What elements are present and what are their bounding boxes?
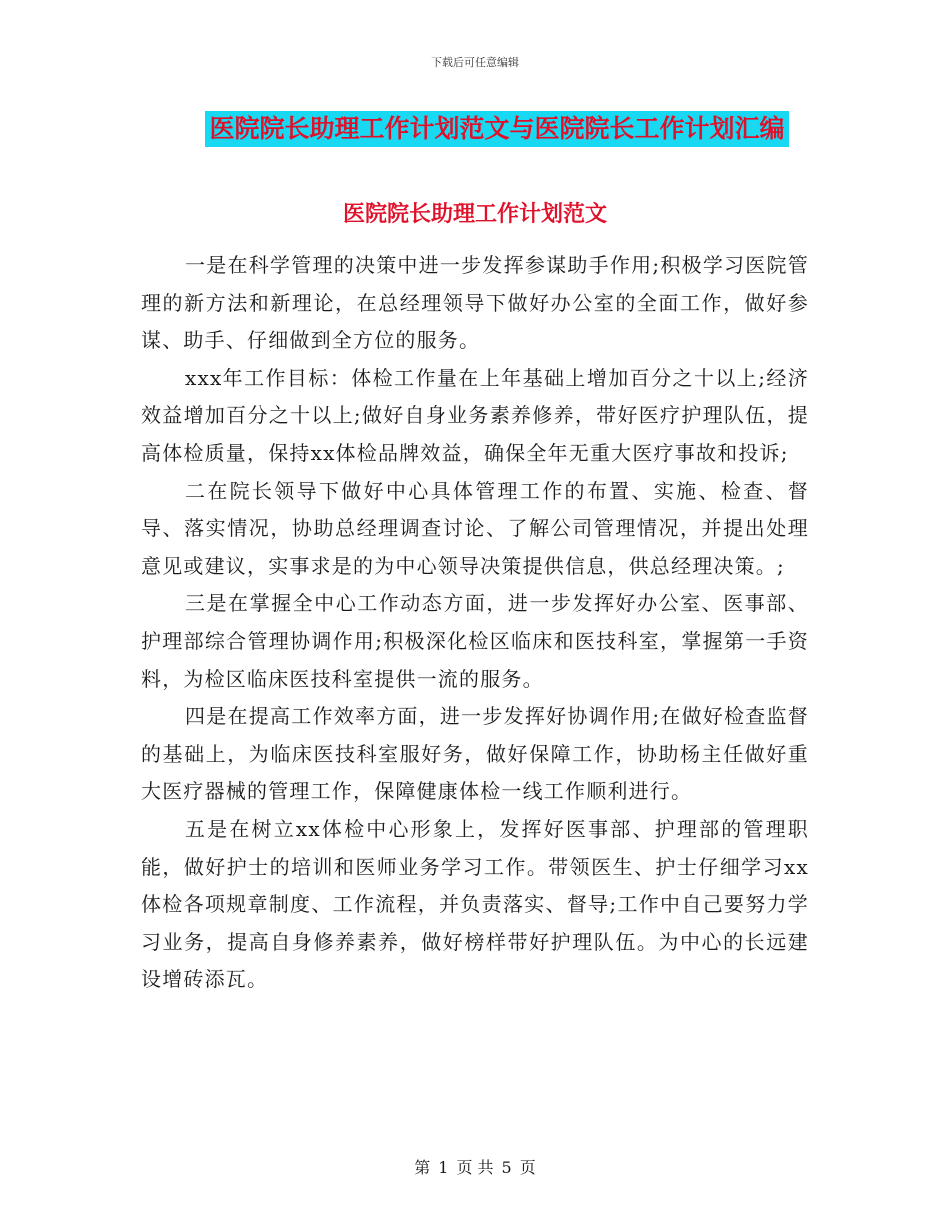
page-total: 5 bbox=[501, 1158, 512, 1177]
page-footer bbox=[0, 1155, 950, 1178]
paragraph-2: xxx年工作目标：体检工作量在上年基础上增加百分之十以上;经济效益增加百分之十以上;做好自身业务素养修养，带好医疗护理队伍，提高体检质量，保持xx体检品牌效益，确保全年无重大医疗事故和投诉; bbox=[141, 365, 809, 465]
section-title: 医院院长助理工作计划范文 bbox=[342, 202, 607, 227]
paragraph-1: 一是在科学管理的决策中进一步发挥参谋助手作用;积极学习医院管理的新方法和新理论，在总经理领导下做好办公室的全面工作，做好参谋、助手、仔细做到全方位的服务。 bbox=[141, 253, 809, 353]
paragraph-4: 三是在掌握全中心工作动态方面，进一步发挥好办公室、医事部、护理部综合管理协调作用;积极深化检区临床和医技科室，掌握第一手资料，为检区临床医技科室提供一流的服务。 bbox=[141, 591, 809, 691]
document-main-title: 医院院长助理工作计划范文与医院院长工作计划汇编 bbox=[205, 111, 788, 147]
paragraph-5: 四是在提高工作效率方面，进一步发挥好协调作用;在做好检查监督的基础上，为临床医技科室服好务，做好保障工作，协助杨主任做好重大医疗器械的管理工作，保障健康体检一线工作顺利进行。 bbox=[141, 704, 809, 804]
page-suffix: 页 bbox=[519, 1158, 536, 1177]
page-current: 1 bbox=[438, 1158, 449, 1177]
page-prefix: 第 bbox=[414, 1158, 431, 1177]
document-body bbox=[141, 247, 809, 999]
page-middle: 页 共 bbox=[456, 1158, 494, 1177]
header-note: 下载后可任意编辑 bbox=[431, 56, 519, 69]
main-title-container bbox=[0, 111, 950, 147]
paragraph-3: 二在院长领导下做好中心具体管理工作的布置、实施、检查、督导、落实情况，协助总经理调查讨论、了解公司管理情况，并提出处理意见或建议，实事求是的为中心领导决策提供信息，供总经理决策。; bbox=[141, 478, 809, 578]
paragraph-6: 五是在树立xx体检中心形象上，发挥好医事部、护理部的管理职能，做好护士的培训和医师业务学习工作。带领医生、护士仔细学习xx体检各项规章制度、工作流程，并负责落实、督导;工作中自己要努力学习业务，提高自身修养素养，做好榜样带好护理队伍。为中心的长远建设增砖添瓦。 bbox=[141, 816, 809, 992]
